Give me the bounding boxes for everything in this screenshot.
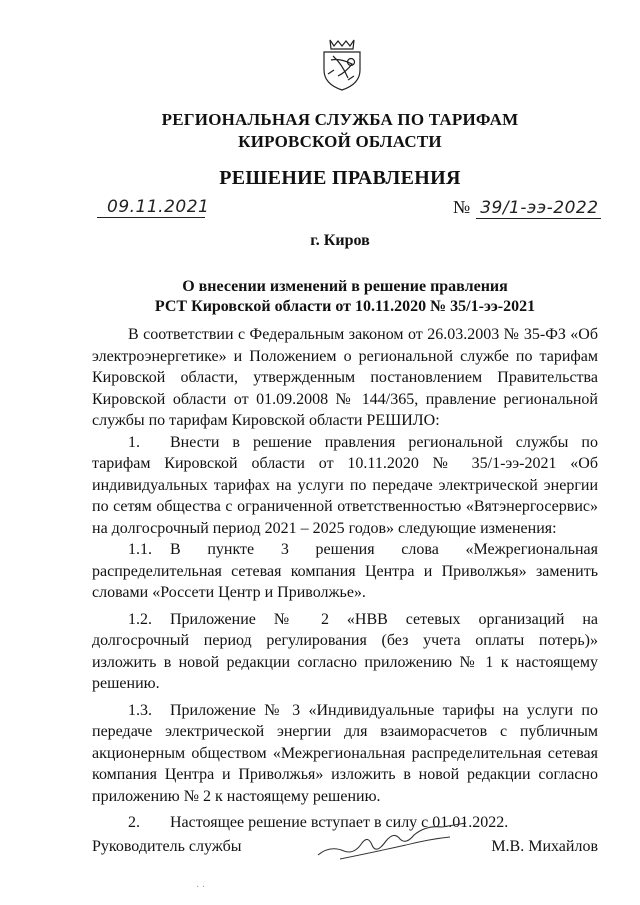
signatory-name: М.В. Михайлов xyxy=(491,838,598,855)
number-sign: № xyxy=(453,197,471,217)
item-number: 1.3. xyxy=(128,701,152,719)
decision-body xyxy=(92,324,598,834)
handwritten-signature-icon xyxy=(310,815,470,867)
item-text: Приложение № 3 «Индивидуальные тарифы на услуги по передаче электрической энергии для взаиморасчетов с публичным акционерным обществом «Межрегиональная распределительная сетевая компания Центра и Приволжья» изложить в новой редакции согласно приложению № 2 к настоящему решению. xyxy=(92,701,598,805)
city-name: г. Киров xyxy=(310,232,370,249)
organization-name-line2: КИРОВСКОЙ ОБЛАСТИ xyxy=(238,132,442,151)
decision-number-field xyxy=(453,197,601,219)
list-item xyxy=(92,432,598,540)
item-number: 1.1. xyxy=(128,541,152,558)
list-item xyxy=(92,700,598,808)
scan-artifact: · · xyxy=(196,882,206,893)
decision-date: 09.11.2021 xyxy=(97,197,205,218)
subject-line1: О внесении изменений в решение правления xyxy=(182,278,508,295)
document-type-title: РЕШЕНИЕ ПРАВЛЕНИЯ xyxy=(219,167,461,189)
subject-line2: РСТ Кировской области от 10.11.2020 № 35/1-ээ-2021 xyxy=(154,298,536,315)
list-item xyxy=(92,539,598,604)
item-number: 2. xyxy=(128,814,140,831)
item-number: 1. xyxy=(128,433,140,451)
item-text: Приложение № 2 «НВВ сетевых организаций на долгосрочный период регулирования (без учета оплаты потерь)» изложить в новой редакции согласно приложению № 1 к настоящему решению. xyxy=(92,610,598,692)
preamble-paragraph: В соответствии с Федеральным законом от 26.03.2003 № 35-ФЗ «Об электроэнергетике» и Положением о региональной службе по тарифам Кировской области, утвержденным постановлением Правительства Кировской области от 01.09.2008 № 144/365, правление региональной службы по тарифам Кировской области РЕШИЛО: xyxy=(92,326,598,429)
signatory-position: Руководитель службы xyxy=(92,838,242,855)
organization-name-line1: РЕГИОНАЛЬНАЯ СЛУЖБА ПО ТАРИФАМ xyxy=(161,110,519,129)
list-item xyxy=(92,609,598,695)
decision-number: 39/1-ээ-2022 xyxy=(476,198,600,219)
item-number: 1.2. xyxy=(128,610,152,628)
coat-of-arms-icon xyxy=(318,36,366,94)
item-text: В пункте 3 решения слова «Межрегиональная распределительная сетевая компания Центра и Приволжья» заменить словами «Россети Центр и Приволжье». xyxy=(92,541,598,601)
item-text: Настоящее решение вступает в силу с 01.01.2022. xyxy=(170,814,509,831)
item-text: Внести в решение правления региональной службы по тарифам Кировской области от 10.11.2020 № 35/1-ээ-2021 «Об индивидуальных тарифах на услуги по передаче электрической энергии по сетям общества с ограниченной ответственностью «Вятэнергосервис» на долгосрочный период 2021 – 2025 годов» следующие изменения: xyxy=(92,433,598,537)
